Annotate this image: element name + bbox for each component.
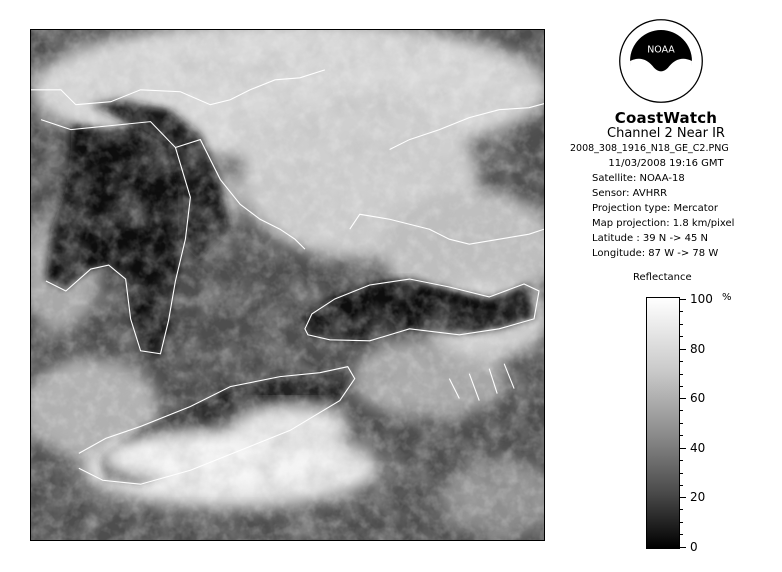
sensor-info: Sensor: AVHRR xyxy=(592,188,668,199)
colorbar-tick xyxy=(680,448,686,449)
latitude-range: Latitude : 39 N -> 45 N xyxy=(592,233,708,244)
noaa-logo-icon xyxy=(618,18,704,104)
satellite-info: Satellite: NOAA-18 xyxy=(592,173,685,184)
colorbar xyxy=(646,297,680,549)
colorbar-minor-tick xyxy=(680,386,683,387)
colorbar-minor-tick xyxy=(680,473,683,474)
colorbar-tick xyxy=(680,299,686,300)
file-name: 2008_308_1916_N18_GE_C2.PNG xyxy=(570,143,729,154)
colorbar-tick-label: 40 xyxy=(690,441,706,455)
map-projection: Map projection: 1.8 km/pixel xyxy=(592,218,735,229)
colorbar-tick-label: 100 xyxy=(690,292,713,306)
colorbar-tick xyxy=(680,349,686,350)
colorbar-minor-tick xyxy=(680,485,683,486)
colorbar-tick xyxy=(680,497,686,498)
colorbar-minor-tick xyxy=(680,460,683,461)
colorbar-ticks xyxy=(680,292,740,554)
product-title: CoastWatch xyxy=(614,109,718,127)
colorbar-minor-tick xyxy=(680,361,683,362)
colorbar-unit: % xyxy=(722,292,732,303)
noaa-logo xyxy=(618,18,704,104)
colorbar-tick-label: 80 xyxy=(690,342,706,356)
colorbar-tick xyxy=(680,398,686,399)
cloud-texture-fine xyxy=(31,30,544,540)
colorbar-minor-tick xyxy=(680,336,683,337)
colorbar-minor-tick xyxy=(680,534,683,535)
colorbar-minor-tick xyxy=(680,509,683,510)
projection-type: Projection type: Mercator xyxy=(592,203,718,214)
date-time: 11/03/2008 19:16 GMT xyxy=(608,158,724,169)
channel-name: Channel 2 Near IR xyxy=(607,126,725,141)
colorbar-minor-tick xyxy=(680,324,683,325)
colorbar-label: Reflectance xyxy=(633,272,692,283)
colorbar-minor-tick xyxy=(680,374,683,375)
longitude-range: Longitude: 87 W -> 78 W xyxy=(592,248,719,259)
satellite-image-svg xyxy=(31,30,544,540)
info-panel xyxy=(558,110,774,261)
colorbar-minor-tick xyxy=(680,423,683,424)
colorbar-tick-label: 20 xyxy=(690,490,706,504)
colorbar-minor-tick xyxy=(680,311,683,312)
colorbar-tick-label: 0 xyxy=(690,540,698,554)
logo-text: NOAA xyxy=(647,44,675,56)
colorbar-tick-label: 60 xyxy=(690,391,706,405)
colorbar-minor-tick xyxy=(680,435,683,436)
colorbar-tick xyxy=(680,547,686,548)
satellite-image xyxy=(30,29,545,541)
colorbar-minor-tick xyxy=(680,522,683,523)
colorbar-minor-tick xyxy=(680,410,683,411)
